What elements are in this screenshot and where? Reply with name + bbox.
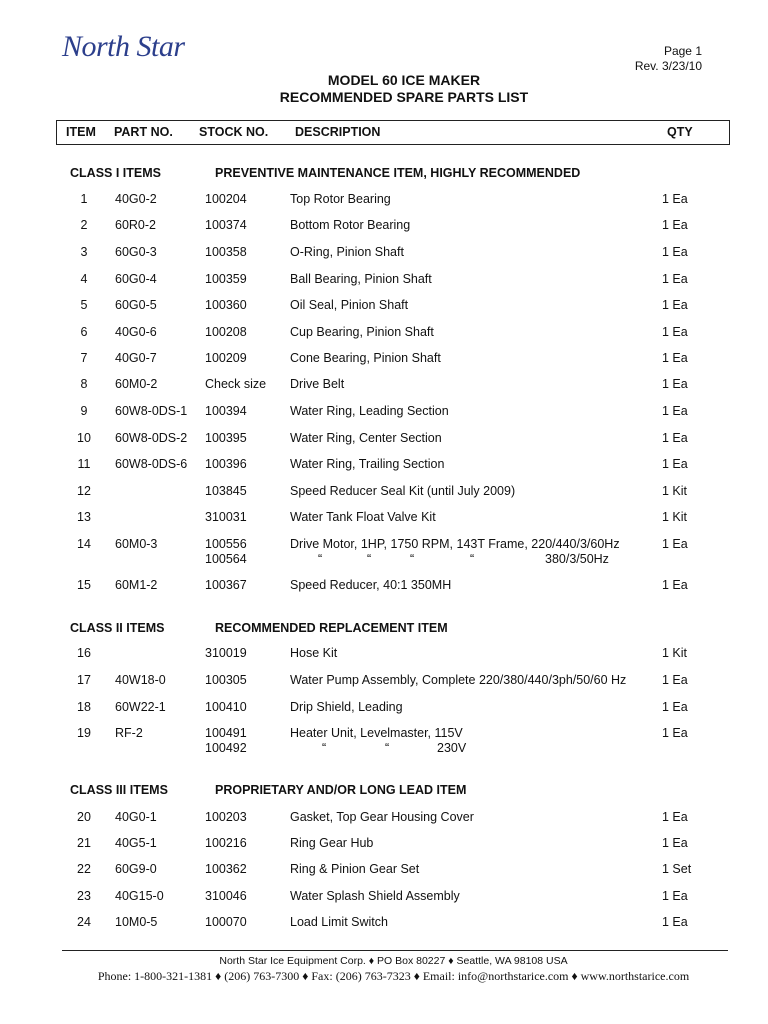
title-line-2: RECOMMENDED SPARE PARTS LIST xyxy=(279,89,529,105)
item-number: 22 xyxy=(77,862,91,876)
description: Speed Reducer, 40:1 350MH xyxy=(290,578,452,592)
part-number: 40G5-1 xyxy=(115,836,157,850)
description: Gasket, Top Gear Housing Cover xyxy=(290,810,474,824)
description-alt: 380/3/50Hz xyxy=(545,552,609,566)
item-number: 18 xyxy=(77,700,91,714)
description: Bottom Rotor Bearing xyxy=(290,218,411,232)
part-number: 40W18-0 xyxy=(115,673,166,687)
description-alt: 230V xyxy=(437,741,467,755)
part-number: RF-2 xyxy=(115,726,143,740)
revision-date: Rev. 3/23/10 xyxy=(634,59,702,73)
stock-number: 100359 xyxy=(205,272,247,286)
description: Cone Bearing, Pinion Shaft xyxy=(290,351,441,365)
part-number: 60R0-2 xyxy=(115,218,156,232)
item-number: 5 xyxy=(80,298,88,312)
stock-number: 100410 xyxy=(205,700,247,714)
ditto-mark: “ xyxy=(470,552,475,566)
footer-divider xyxy=(62,950,728,951)
stock-number-alt: 100564 xyxy=(205,552,247,566)
part-number: 60W8-0DS-1 xyxy=(115,404,188,418)
description: Water Ring, Leading Section xyxy=(290,404,449,418)
description: Water Ring, Trailing Section xyxy=(290,457,445,471)
table-header xyxy=(56,120,730,145)
stock-number: 100367 xyxy=(205,578,247,592)
header-item: ITEM xyxy=(66,125,96,139)
quantity: 1 Kit xyxy=(662,484,688,498)
item-number: 2 xyxy=(80,218,88,232)
quantity: 1 Ea xyxy=(662,404,688,418)
description: O-Ring, Pinion Shaft xyxy=(290,245,404,259)
description: Drip Shield, Leading xyxy=(290,700,403,714)
quantity: 1 Ea xyxy=(662,272,688,286)
description: Hose Kit xyxy=(290,646,338,660)
stock-number: 100556 xyxy=(205,537,247,551)
item-number: 24 xyxy=(77,915,91,929)
title-line-1: MODEL 60 ICE MAKER xyxy=(327,72,481,88)
ditto-mark: “ xyxy=(410,552,415,566)
part-number: 60G0-5 xyxy=(115,298,157,312)
item-number: 8 xyxy=(80,377,88,391)
item-number: 4 xyxy=(80,272,88,286)
item-number: 1 xyxy=(80,192,88,206)
item-number: 10 xyxy=(77,431,91,445)
description: Load Limit Switch xyxy=(290,915,388,929)
description: Water Splash Shield Assembly xyxy=(290,889,460,903)
item-number: 21 xyxy=(77,836,91,850)
item-number: 15 xyxy=(77,578,91,592)
quantity: 1 Ea xyxy=(662,298,688,312)
ditto-mark: “ xyxy=(318,552,323,566)
header-qty: QTY xyxy=(667,125,693,139)
item-number: 7 xyxy=(80,351,88,365)
class-name: CLASS II ITEMS xyxy=(70,621,165,635)
document-title xyxy=(0,72,768,106)
stock-number: 100209 xyxy=(205,351,247,365)
class-name: CLASS III ITEMS xyxy=(70,783,168,797)
company-logo: North Star xyxy=(62,30,185,63)
footer-address: North Star Ice Equipment Corp. ♦ PO Box 80227 ♦ Seattle, WA 98108 USA xyxy=(219,955,568,967)
stock-number: 100070 xyxy=(205,915,247,929)
stock-number: 310031 xyxy=(205,510,247,524)
quantity: 1 Ea xyxy=(662,537,688,551)
part-number: 60W8-0DS-2 xyxy=(115,431,188,445)
stock-number: 100374 xyxy=(205,218,247,232)
page-number: Page 1 xyxy=(663,44,702,58)
part-number: 40G0-6 xyxy=(115,325,157,339)
description: Top Rotor Bearing xyxy=(290,192,391,206)
part-number: 40G0-7 xyxy=(115,351,157,365)
header-stock-no: STOCK NO. xyxy=(199,125,269,139)
header-description: DESCRIPTION xyxy=(295,125,381,139)
item-number: 13 xyxy=(77,510,91,524)
stock-number: 100491 xyxy=(205,726,247,740)
class-label: PREVENTIVE MAINTENANCE ITEM, HIGHLY RECOMMENDED xyxy=(215,166,581,180)
description: Cup Bearing, Pinion Shaft xyxy=(290,325,434,339)
quantity: 1 Ea xyxy=(662,351,688,365)
description: Speed Reducer Seal Kit (until July 2009) xyxy=(290,484,516,498)
header-part-no: PART NO. xyxy=(114,125,173,139)
item-number: 20 xyxy=(77,810,91,824)
quantity: 1 Kit xyxy=(662,510,688,524)
item-number: 14 xyxy=(77,537,91,551)
description: Drive Motor, 1HP, 1750 RPM, 143T Frame, 220/440/3/60Hz xyxy=(290,537,620,551)
stock-number: 100396 xyxy=(205,457,247,471)
quantity: 1 Ea xyxy=(662,192,688,206)
description: Water Tank Float Valve Kit xyxy=(290,510,436,524)
quantity: 1 Ea xyxy=(662,431,688,445)
stock-number: Check size xyxy=(205,377,267,391)
part-number: 60W22-1 xyxy=(115,700,166,714)
description: Water Ring, Center Section xyxy=(290,431,442,445)
description: Oil Seal, Pinion Shaft xyxy=(290,298,409,312)
description: Heater Unit, Levelmaster, 115V xyxy=(290,726,463,740)
item-number: 16 xyxy=(77,646,91,660)
description: Drive Belt xyxy=(290,377,345,391)
stock-number: 310046 xyxy=(205,889,247,903)
quantity: 1 Ea xyxy=(662,673,688,687)
ditto-mark: “ xyxy=(322,741,327,755)
description: Ring Gear Hub xyxy=(290,836,374,850)
item-number: 3 xyxy=(80,245,88,259)
quantity: 1 Ea xyxy=(662,810,688,824)
part-number: 60M0-3 xyxy=(115,537,158,551)
quantity: 1 Ea xyxy=(662,726,688,740)
quantity: 1 Ea xyxy=(662,836,688,850)
quantity: 1 Ea xyxy=(662,700,688,714)
quantity: 1 Ea xyxy=(662,578,688,592)
part-number: 40G15-0 xyxy=(115,889,164,903)
stock-number: 310019 xyxy=(205,646,247,660)
stock-number: 100360 xyxy=(205,298,247,312)
quantity: 1 Ea xyxy=(662,457,688,471)
item-number: 12 xyxy=(77,484,91,498)
quantity: 1 Ea xyxy=(662,325,688,339)
item-number: 11 xyxy=(77,457,91,471)
stock-number: 100394 xyxy=(205,404,247,418)
stock-number-alt: 100492 xyxy=(205,741,247,755)
footer-contact: Phone: 1-800-321-1381 ♦ (206) 763-7300 ♦ Fax: (206) 763-7323 ♦ Email: info@northstarice.com ♦ www.northstarice.com xyxy=(97,969,690,983)
part-number: 10M0-5 xyxy=(115,915,158,929)
stock-number: 100203 xyxy=(205,810,247,824)
part-number: 40G0-1 xyxy=(115,810,157,824)
ditto-mark: “ xyxy=(385,741,390,755)
item-number: 17 xyxy=(77,673,91,687)
part-number: 60G0-3 xyxy=(115,245,157,259)
item-number: 19 xyxy=(77,726,91,740)
stock-number: 100216 xyxy=(205,836,247,850)
item-number: 6 xyxy=(80,325,88,339)
class-label: RECOMMENDED REPLACEMENT ITEM xyxy=(215,621,448,635)
description: Ring & Pinion Gear Set xyxy=(290,862,420,876)
part-number: 60G9-0 xyxy=(115,862,157,876)
quantity: 1 Kit xyxy=(662,646,688,660)
class-label: PROPRIETARY AND/OR LONG LEAD ITEM xyxy=(215,783,467,797)
stock-number: 100305 xyxy=(205,673,247,687)
item-number: 23 xyxy=(77,889,91,903)
quantity: 1 Ea xyxy=(662,377,688,391)
page-meta xyxy=(635,44,702,74)
stock-number: 100208 xyxy=(205,325,247,339)
quantity: 1 Ea xyxy=(662,915,688,929)
part-number: 60M1-2 xyxy=(115,578,158,592)
item-number: 9 xyxy=(80,404,88,418)
description: Ball Bearing, Pinion Shaft xyxy=(290,272,432,286)
quantity: 1 Ea xyxy=(662,218,688,232)
quantity: 1 Ea xyxy=(662,889,688,903)
part-number: 40G0-2 xyxy=(115,192,157,206)
part-number: 60M0-2 xyxy=(115,377,158,391)
stock-number: 100362 xyxy=(205,862,247,876)
ditto-mark: “ xyxy=(367,552,372,566)
stock-number: 100204 xyxy=(205,192,247,206)
quantity: 1 Set xyxy=(662,862,692,876)
part-number: 60G0-4 xyxy=(115,272,157,286)
class-name: CLASS I ITEMS xyxy=(70,166,161,180)
description: Water Pump Assembly, Complete 220/380/440/3ph/50/60 Hz xyxy=(290,673,627,687)
stock-number: 103845 xyxy=(205,484,247,498)
part-number: 60W8-0DS-6 xyxy=(115,457,188,471)
quantity: 1 Ea xyxy=(662,245,688,259)
stock-number: 100358 xyxy=(205,245,247,259)
stock-number: 100395 xyxy=(205,431,247,445)
